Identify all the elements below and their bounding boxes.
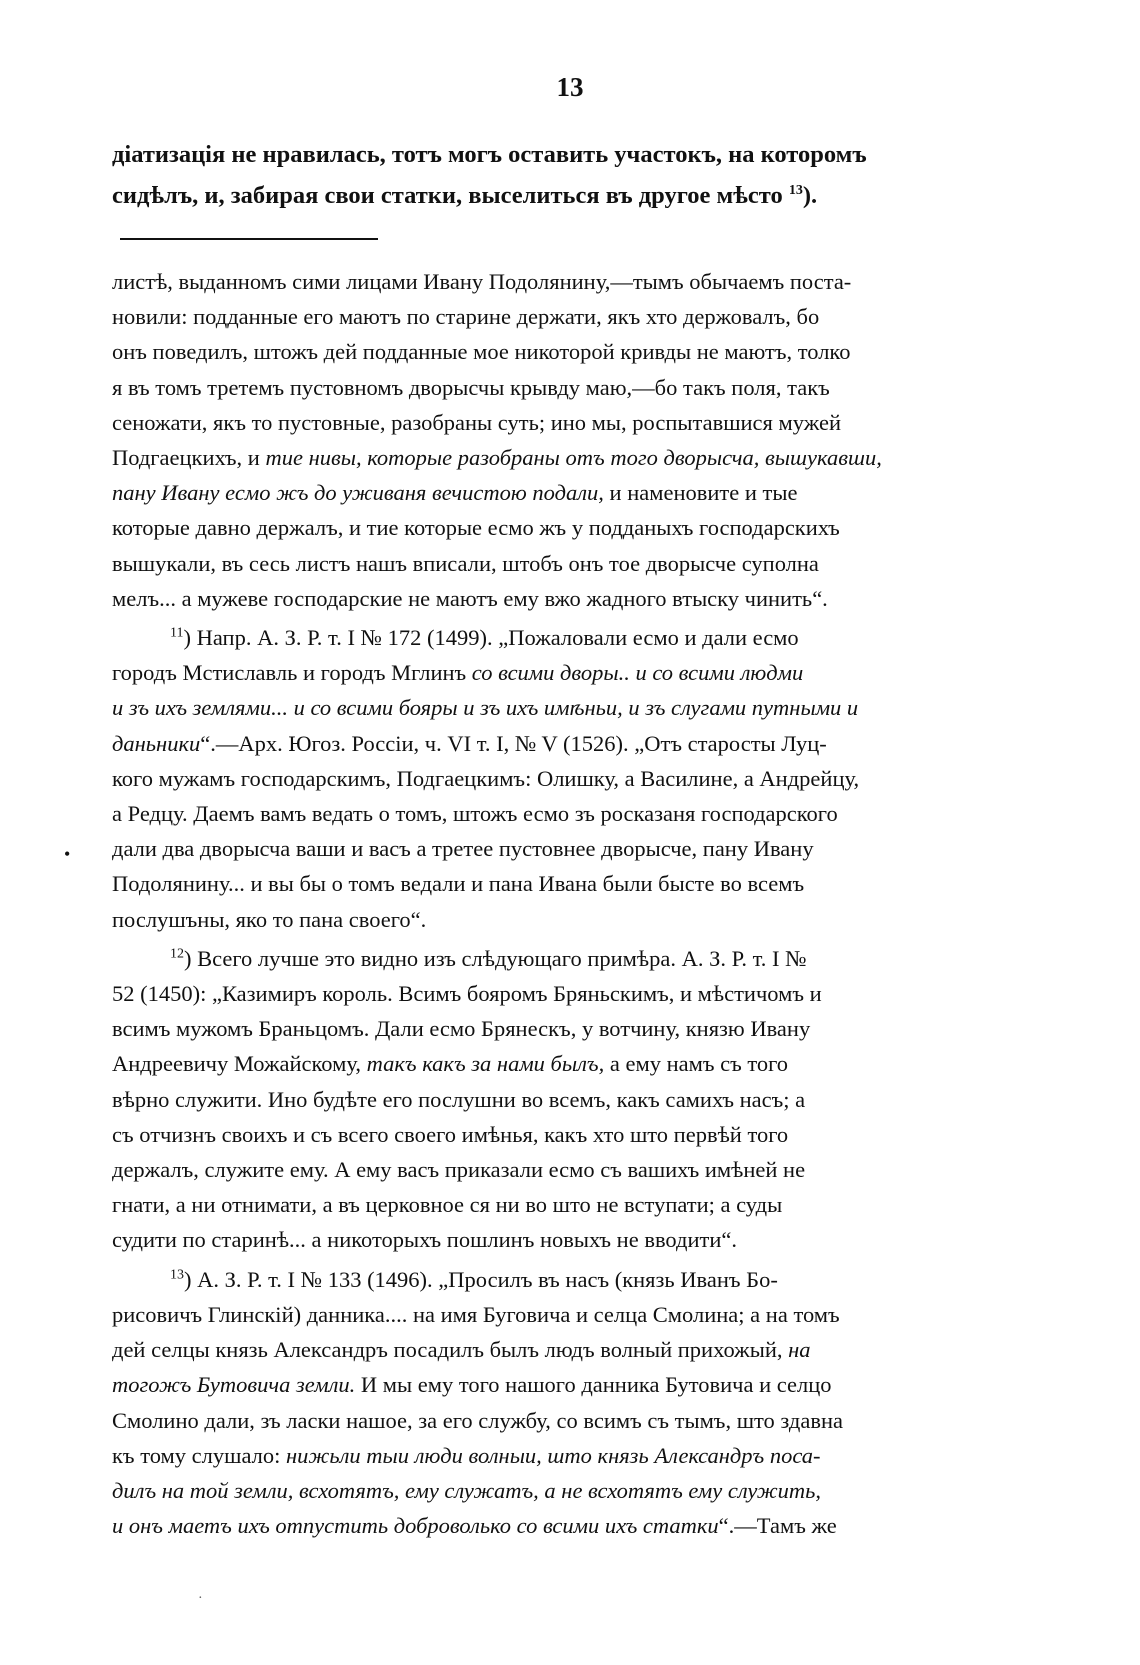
footnote-mark-11: 11 <box>170 625 184 641</box>
footnote-12: $^{12}$) Всего лучше это видно изъ слѣдующаго примѣра. А. З. Р. т. I № 52 (1450): „Казимиръ король. Всимъ бояромъ Бряньскимъ, и мѣстичомъ и всимъ мужомъ Браньцомъ. Дали есмо Брянескъ, у вотчину, князю Ивану Андреевичу Можайскому, такъ какъ за нами былъ, а ему намъ съ того вѣрно служити. Ино будѣте его послушни во всемъ, какъ самихъ насъ; а съ отчизнъ своихъ и съ всего своего имѣнья, какъ хто што первѣй того держалъ, служите ему. А ему васъ приказали есмо съ вашихъ имѣней не гнати, а ни отнимати, а въ церковное ся ни во што не вступати; а суды судити по старинѣ... а никоторыхъ пошлинъ новыхъ не вводити“. <box>112 945 822 1253</box>
footnote-continuation: листѣ, выданномъ сими лицами Ивану Подолянину,—тымъ обычаемъ поста- новили: подданные его маютъ по старине держати, якъ хто держовалъ, бо онъ поведилъ, штожъ дей подданные мое никоторой кривды не маютъ, толко я въ томъ третемъ пустовномъ дворысчы крывду маю,—бо такъ поля, такъ сеножати, якъ то пустовные, разобраны суть; ино мы, роспытавшися мужей Подгаецкихъ, и тие нивы, которые разобраны отъ того дворысча, вышукавши, пану Ивану есмо жъ до уживаня вечистою подали, и наменовите и тые которые давно держалъ, и тие которые есмо жъ у подданыхъ господарскихъ вышукали, въ сесь листъ нашъ вписали, штобъ онъ тое дворысче суполна мелъ... а мужеве господарские не маютъ ему вжо жадного втыску чинить“. <box>112 269 882 611</box>
footnote-separator <box>120 238 378 240</box>
margin-dot: • <box>64 844 71 864</box>
footnote-mark-12: 12 <box>170 946 184 962</box>
footnote-mark-13: 13 <box>170 1267 184 1283</box>
main-text-line-2: сидѣлъ, и, забирая свои статки, выселиться въ другое мѣсто $^{13}$). <box>112 182 818 209</box>
footnote-13: $^{13}$) А. З. Р. т. I № 133 (1496). „Просилъ въ насъ (князь Иванъ Бо- рисовичъ Глинскій) данника.... на имя Буговича и селца Смолина; а на томъ дей селцы князь Александръ посадилъ былъ людъ волный прихожый, на тогожъ Бутовича земли. И мы ему того нашого данника Бутовича и селцо Смолино дали, зъ ласки нашое, за его службу, со всимъ съ тымъ, што здавна къ тому слушало: нижьли тыи люди волныи, што князь Александръ поса- дилъ на той земли, всхотятъ, ему служатъ, а не всхотятъ ему служить, и онъ маетъ ихъ отпустить доброволько со всими ихъ статки“.—Тамъ же <box>112 1266 843 1539</box>
footnotes <box>112 264 1002 1543</box>
main-text <box>112 134 1002 216</box>
stray-mark: · <box>198 1591 203 1606</box>
footnote-11: $^{11}$) Напр. А. З. Р. т. I № 172 (1499). „Пожаловали есмо и дали есмо городъ Мстиславль и городъ Мглинъ со всими дворы.. и со всими людми и зъ ихъ землями... и со всими бояры и зъ ихъ имѣньи, и зъ слугами путными и даньники“.—Арх. Югоз. Россіи, ч. VI т. I, № V (1526). „Отъ старосты Луц- кого мужамъ господарскимъ, Подгаецкимъ: Олишку, а Василине, а Андрейцу, а Редцу. Даемъ вамъ ведать о томъ, штожъ есмо зъ росказаня господарского дали два дворысча ваши и васъ а третее пустовнее дворысче, пану Ивану Подолянину... и вы бы о томъ ведали и пана Ивана были бысте во всемъ послушъны, яко то пана своего“. <box>112 625 860 932</box>
page-number: 13 <box>556 72 584 102</box>
main-text-line-1: діатизація не нравилась, тотъ могъ оставить участокъ, на которомъ <box>112 141 867 168</box>
footnote-ref-13[interactable]: 13 <box>788 182 803 198</box>
